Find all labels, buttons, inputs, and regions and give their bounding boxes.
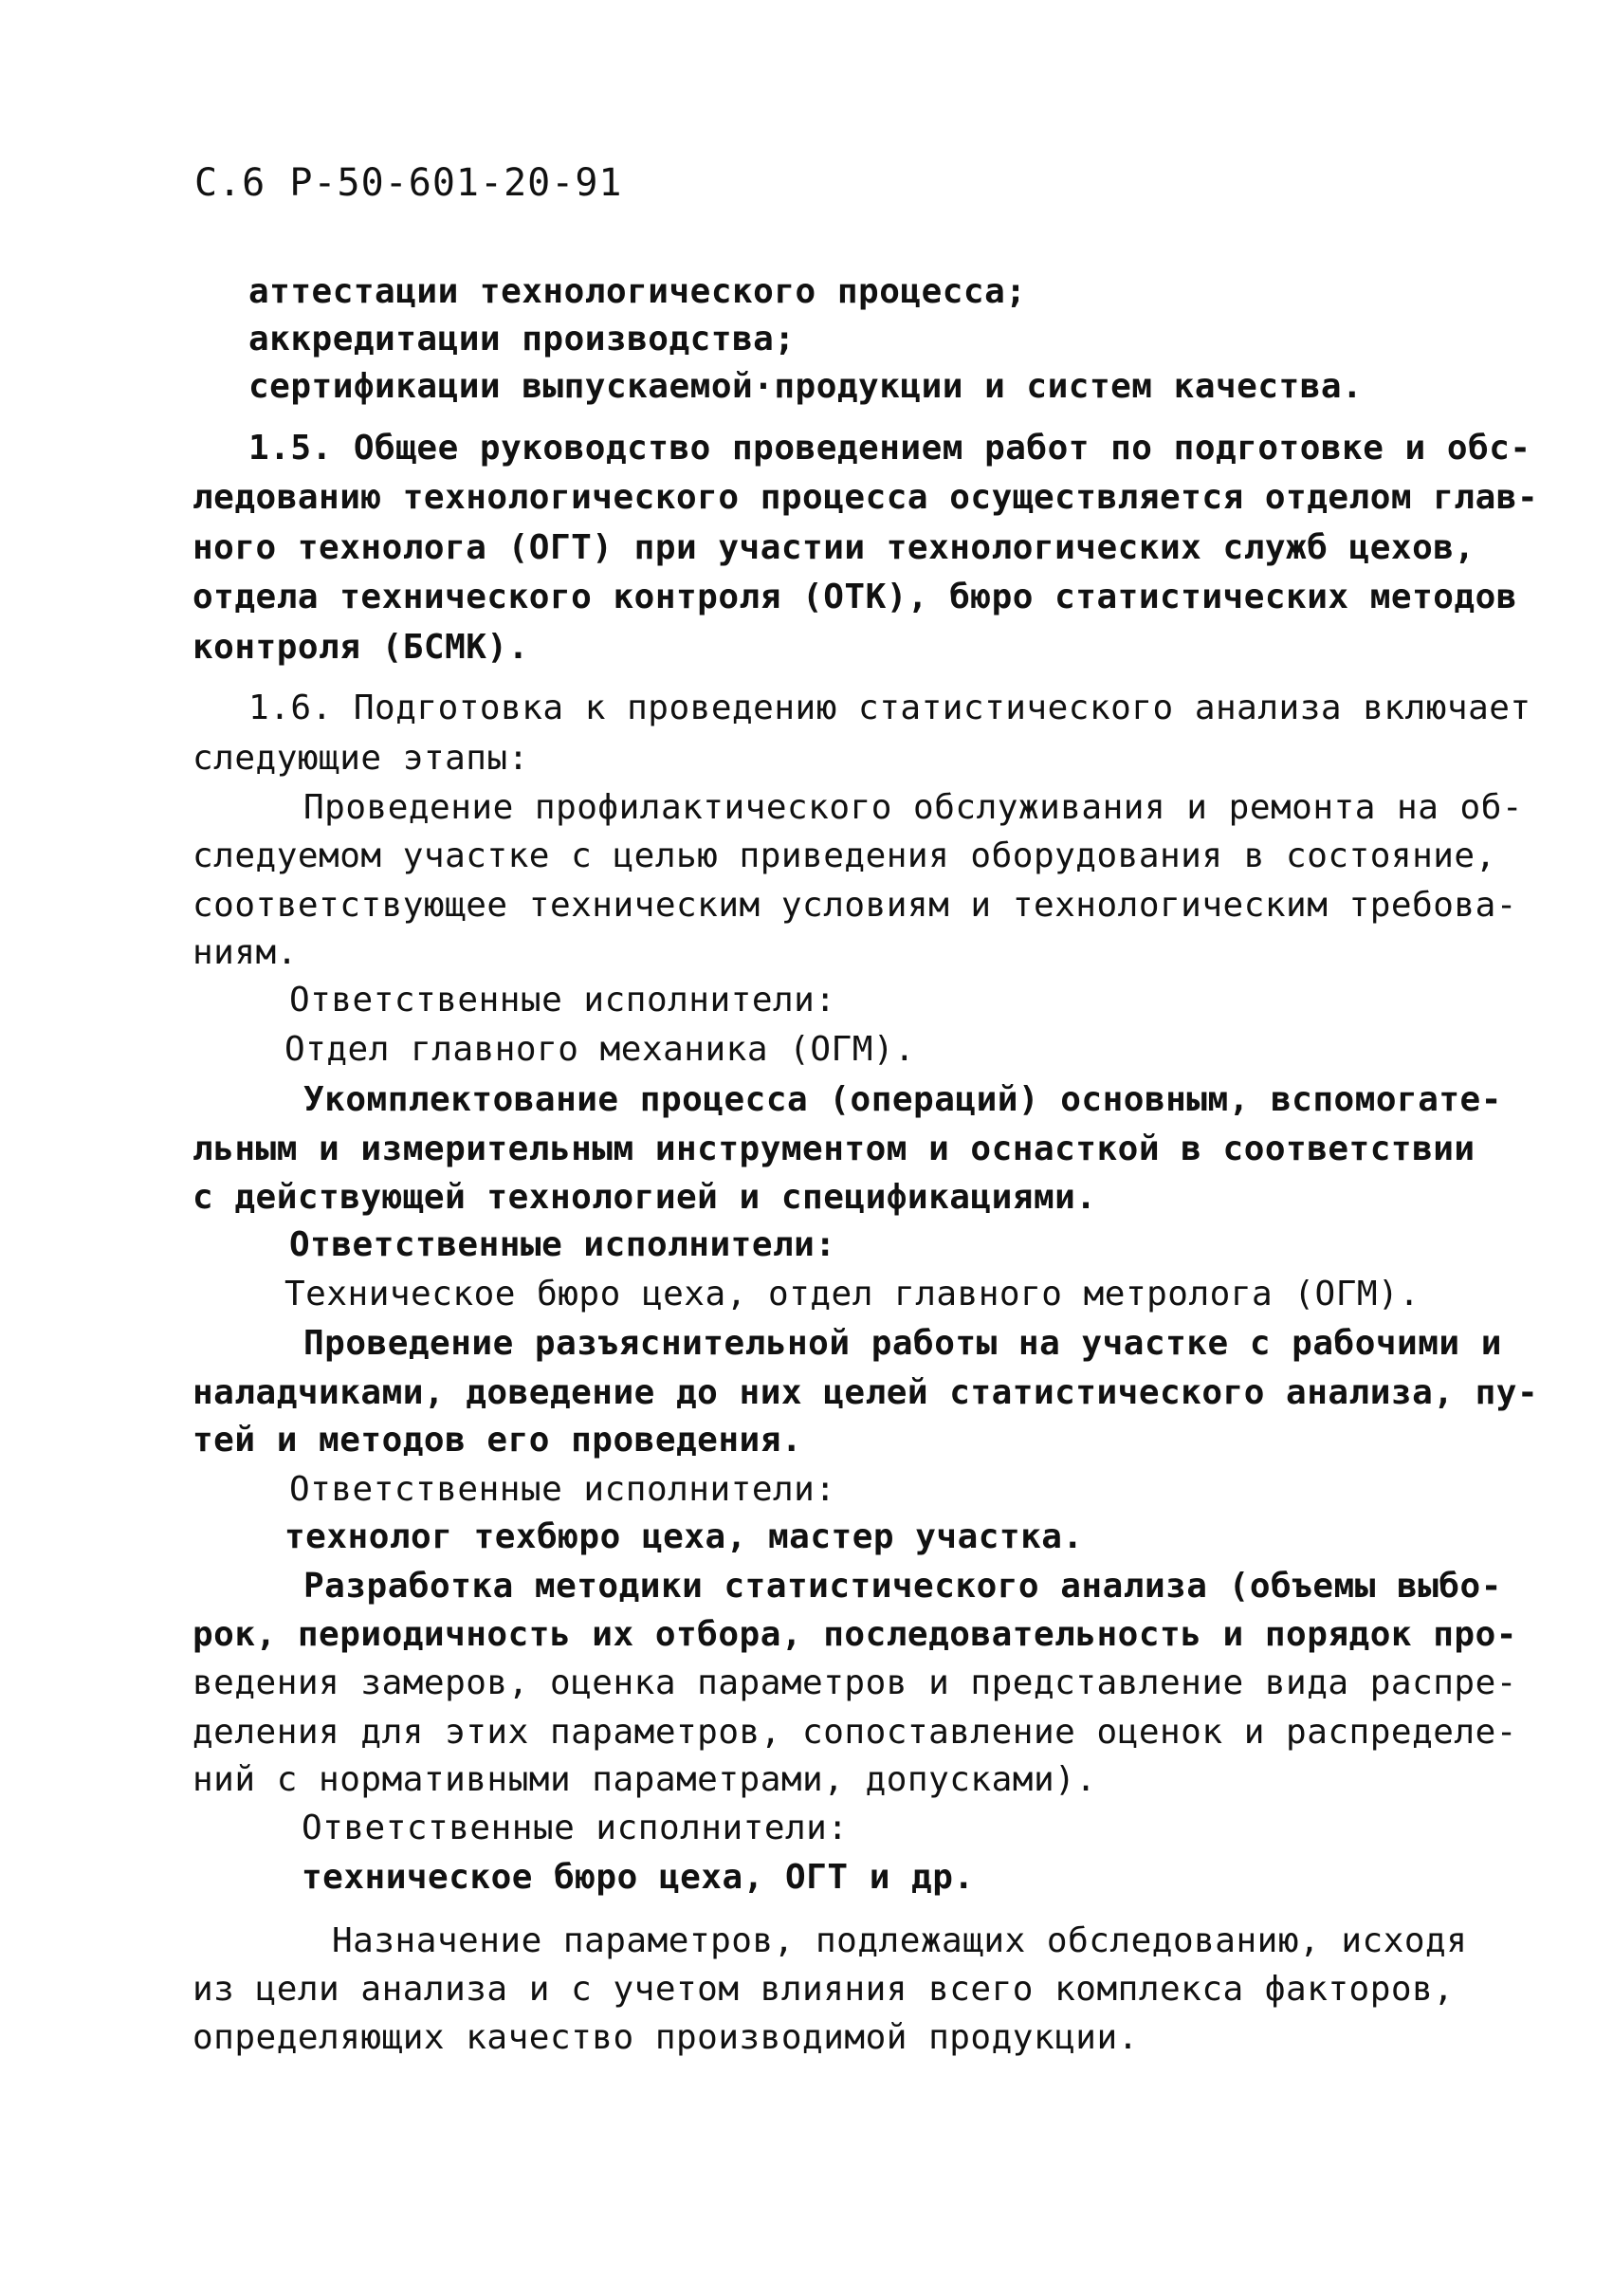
text-line-36: определяющих качество производимой продукции. — [192, 2018, 1139, 2057]
text-line-8: контроля (БСМК). — [192, 628, 529, 667]
text-line-23: наладчиками, доведение до них целей статистического анализа, пу- — [192, 1373, 1539, 1412]
text-line-31: ний с нормативными параметрами, допусками). — [192, 1760, 1097, 1799]
text-line-3: сертификации выпускаемой·продукции и систем качества. — [248, 367, 1364, 406]
text-line-24: тей и методов его проведения. — [192, 1421, 803, 1460]
text-line-30: деления для этих параметров, сопоставление оценок и распределе- — [192, 1713, 1517, 1752]
text-line-17: Укомплектование процесса (операций) основным, вспомогате- — [303, 1080, 1502, 1119]
text-line-27: Разработка методики статистического анализа (объемы выбо- — [303, 1567, 1502, 1606]
text-line-29: ведения замеров, оценка параметров и представление вида распре- — [192, 1663, 1517, 1702]
text-line-34: Назначение параметров, подлежащих обследованию, исходя — [332, 1921, 1468, 1960]
text-line-10: следующие этапы: — [192, 739, 529, 778]
text-line-22: Проведение разъяснительной работы на участке с рабочими и — [303, 1324, 1502, 1363]
text-line-6: ного технолога (ОГТ) при участии технологических служб цехов, — [192, 528, 1476, 567]
text-line-21: Техническое бюро цеха, отдел главного метролога (ОГМ). — [284, 1275, 1421, 1313]
text-line-18: льным и измерительным инструментом и оснасткой в соответствии — [192, 1130, 1476, 1168]
text-line-11: Проведение профилактического обслуживания и ремонта на об- — [303, 788, 1524, 827]
text-line-1: аттестации технологического процесса; — [248, 272, 1027, 311]
text-line-13: соответствующее техническим условиям и технологическим требова- — [192, 886, 1517, 925]
text-line-19: с действующей технологией и спецификациями. — [192, 1178, 1097, 1217]
text-line-4: 1.5. Общее руководство проведением работ по подготовке и обс- — [248, 429, 1531, 468]
text-line-26: технолог техбюро цеха, мастер участка. — [284, 1517, 1084, 1556]
text-line-16: Отдел главного механика (ОГМ). — [284, 1030, 916, 1069]
text-line-15: Ответственные исполнители: — [289, 981, 836, 1019]
text-line-33: техническое бюро цеха, ОГТ и др. — [302, 1858, 975, 1897]
text-line-32: Ответственные исполнители: — [302, 1809, 849, 1847]
text-line-2: аккредитации производства; — [248, 320, 796, 358]
text-line-25: Ответственные исполнители: — [289, 1470, 836, 1509]
text-line-20: Ответственные исполнители: — [289, 1225, 836, 1264]
text-line-14: ниям. — [192, 933, 298, 972]
text-line-7: отдела технического контроля (ОТК), бюро статистических методов — [192, 578, 1517, 616]
text-line-9: 1.6. Подготовка к проведению статистического анализа включает — [248, 689, 1531, 727]
text-line-35: из цели анализа и с учетом влияния всего комплекса факторов, — [192, 1970, 1455, 2009]
text-line-12: следуемом участке с целью приведения оборудования в состояние, — [192, 836, 1496, 875]
page-header: С.6 Р-50-601-20-91 — [194, 161, 623, 205]
text-line-28: рок, периодичность их отбора, последовательность и порядок про- — [192, 1615, 1517, 1654]
text-line-5: ледованию технологического процесса осуществляется отделом глав- — [192, 478, 1539, 517]
